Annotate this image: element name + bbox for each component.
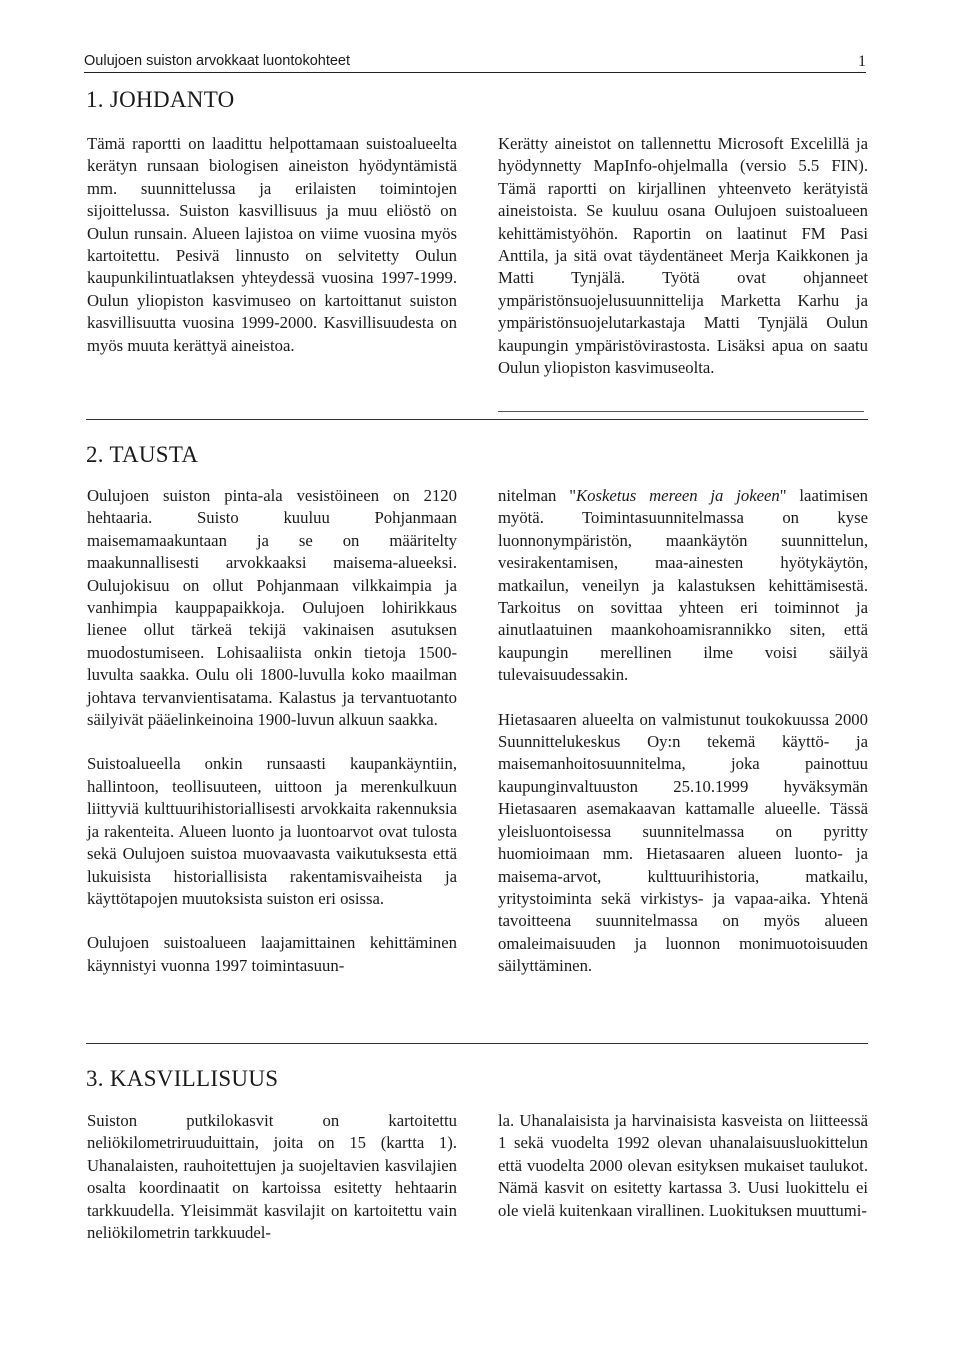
header-title: Oulujoen suiston arvokkaat luontokohteet	[84, 53, 351, 69]
johdanto-right-column	[498, 133, 868, 401]
paragraph: Kerätty aineistot on tallennettu Microsoft Excelillä ja hyödynnetty MapInfo-ohjelmalla (versio 5.5 FIN). Tämä raportti on kirjallinen yhteenveto kerätyistä aineistoista. Se kuuluu osana Oulujoen suistoalueen kehittämistyöhön. Raportin on laatinut FM Pasi Anttila, ja sitä ovat täydentäneet Merja Kaikkonen ja Matti Tynjälä. Työtä ovat ohjanneet ympäristönsuojelusuunnittelija Marketta Karhu ja ympäristönsuojelutarkastaja Matti Tynjälä Oulun kaupungin ympäristövirastosta. Lisäksi apua on saatu Oulun yliopiston kasvimuseolta.	[498, 134, 868, 378]
section-divider	[86, 419, 868, 420]
running-header	[84, 50, 866, 73]
tausta-right-column	[498, 485, 868, 1000]
kasvillisuus-right-column	[498, 1110, 868, 1244]
column-end-rule	[498, 411, 864, 412]
paragraph: la. Uhanalaisista ja harvinaisista kasveista on liitteessä 1 sekä vuodelta 1992 olevan uhanalaisuusluokittelun että vuodelta 2000 olevan esityksen mukaiset taulukot. Nämä kasvit on esitetty kartassa 3. Uusi luokittelu ei ole vielä kuitenkaan virallinen. Luokituksen muuttumi-	[498, 1111, 868, 1220]
paragraph: Suiston putkilokasvit on kartoitettu neliökilometriruuduittain, joita on 15 (kartta 1). Uhanalaisten, rauhoitettujen ja suojeltavien kasvilajien osalta koordinaatit on kartoissa esitetty hehtaarin tarkkuudella. Yleisimmät kasvilajit on kartoitettu vain neliökilometrin tarkkuudel-	[87, 1111, 457, 1243]
section-divider	[86, 1043, 868, 1044]
section-heading-tausta: 2. TAUSTA	[86, 442, 199, 467]
johdanto-left-column	[87, 133, 457, 379]
paragraph: Oulujoen suistoalueen laajamittainen kehittäminen käynnistyi vuonna 1997 toimintasuun-	[87, 933, 457, 975]
paragraph: Oulujoen suiston pinta-ala vesistöineen on 2120 hehtaaria. Suisto kuuluu Pohjanmaan maisemamaakuntaan ja se on määritelty maakunnallisesti arvokkaaksi maisema-alueeksi. Oulujokisuu on ollut Pohjanmaan vilkkaimpia ja vanhimpia kauppapaikkoja. Oulujoen lohirikkaus lienee ollut tärkeä tekijä vakinaisen asutuksen muodostumiseen. Lohisaaliista onkin tietoja 1500-luvulta saakka. Oulu oli 1800-luvulla koko maailman johtava tervanvientisatama. Kalastus ja tervantuotanto säilyivät pääelinkeinoina 1900-luvun alkuun saakka.	[87, 486, 457, 730]
section-heading-kasvillisuus: 3. KASVILLISUUS	[86, 1066, 279, 1091]
paragraph: nitelman "Kosketus mereen ja jokeen" laatimisen myötä. Toimintasuunnitelmassa on kyse luonnonympäristön, maankäytön suunnittelun, vesirakentamisen, maa-ainesten hyötykäytön, matkailun, veneilyn ja kalastuksen kehittämisestä. Tarkoitus on sovittaa yhteen eri toiminnot ja ainutlaatuinen maankohoamisrannikko siten, että kaupungin merellinen ilme voisi säilyä tulevaisuudessakin.	[498, 486, 868, 685]
kasvillisuus-left-column	[87, 1110, 457, 1266]
page-number: 1	[858, 53, 866, 70]
paragraph: Suistoalueella onkin runsaasti kaupankäyntiin, hallintoon, teollisuuteen, uittoon ja merenkulkuun liittyviä kulttuurihistoriallisesti arvokkaita rakennuksia ja rakenteita. Alueen luonto ja luontoarvot ovat tulosta sekä Oulujoen suistoa muovaavasta vaikutuksesta että lukuisista historiallisista rakentamisvaiheista ja käyttötapojen muutoksista suiston eri osissa.	[87, 754, 457, 908]
tausta-left-column	[87, 485, 457, 999]
section-heading-johdanto: 1. JOHDANTO	[86, 87, 235, 112]
plan-title-italic: Kosketus mereen ja jokeen	[576, 486, 780, 505]
paragraph: Tämä raportti on laadittu helpottamaan suistoalueelta kerätyn runsaan biologisen aineiston hyödyntämistä mm. suunnittelussa ja erilaisten toimintojen sijoittelussa. Suiston kasvillisuus ja muu eliöstö on Oulun runsain. Alueen lajistoa on viime vuosina myös kartoitettu. Pesivä linnusto on selvitetty Oulun kaupunkilintuatlaksen yhteydessä vuosina 1997-1999. Oulun yliopiston kasvimuseo on kartoittanut suiston kasvillisuutta vuosina 1999-2000. Kasvillisuudesta on myös muuta kerättyä aineistoa.	[87, 134, 457, 355]
paragraph: Hietasaaren alueelta on valmistunut toukokuussa 2000 Suunnittelukeskus Oy:n tekemä käyttö- ja maisemanhoitosuunnitelma, joka painottuu kaupunginvaltuuston 25.10.1999 hyväksymän Hietasaaren asemakaavan kattamalle alueelle. Tässä yleisluontoisessa suunnitelmassa on pyritty huomioimaan mm. Hietasaaren alueen luonto- ja maisema-arvot, kulttuurihistoria, matkailu, yritystoiminta sekä virkistys- ja vapaa-aika. Yhtenä tavoitteena suunnitelmassa on myös alueen omaleimaisuuden ja luonnon monimuotoisuuden säilyttäminen.	[498, 709, 868, 976]
